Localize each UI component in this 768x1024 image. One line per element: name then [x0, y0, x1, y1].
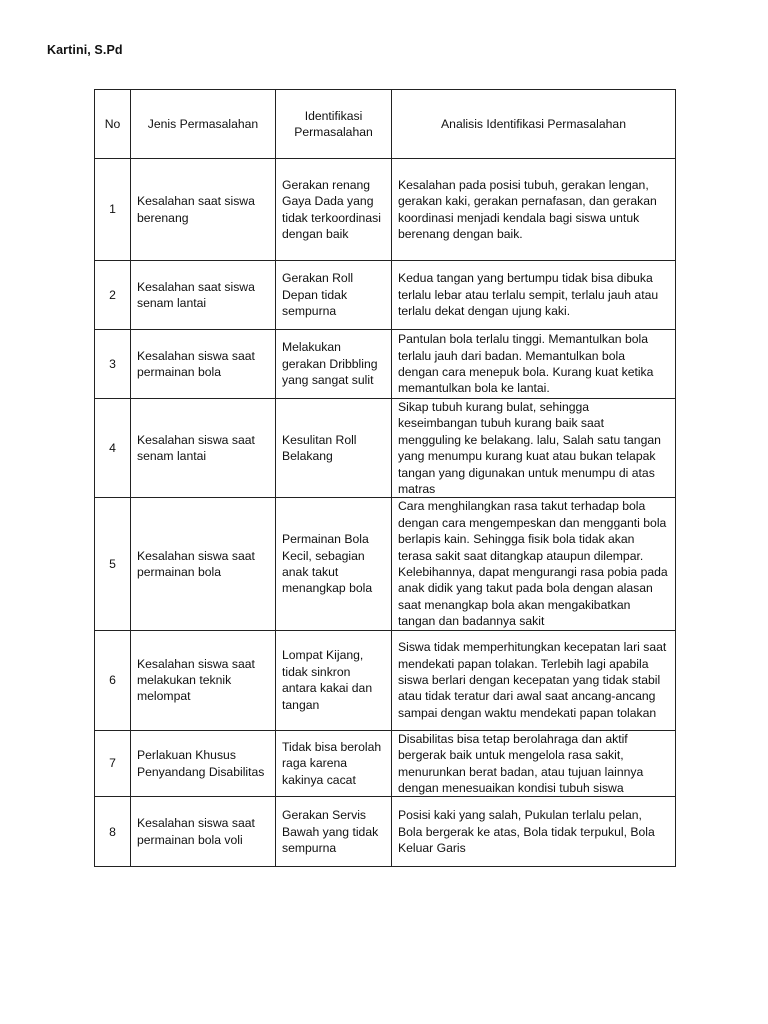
cell-jenis: Kesalahan saat siswa senam lantai	[131, 261, 276, 330]
table-row	[95, 730, 676, 797]
cell-identifikasi: Gerakan Servis Bawah yang tidak sempurna	[276, 797, 392, 867]
cell-identifikasi: Kesulitan Roll Belakang	[276, 399, 392, 498]
cell-identifikasi: Permainan Bola Kecil, sebagian anak takut menangkap bola	[276, 498, 392, 630]
cell-jenis: Kesalahan siswa saat permainan bola	[131, 330, 276, 399]
cell-analisis: Disabilitas bisa tetap berolahraga dan aktif bergerak baik untuk mengelola rasa sakit, menurunkan berat badan, atau tujuan lainnya dengan menesuaikan kondisi tubuh siswa	[392, 730, 676, 797]
cell-analisis: Sikap tubuh kurang bulat, sehingga keseimbangan tubuh kurang baik saat mengguling ke belakang. lalu, Salah satu tangan yang menumpu kurang kuat atau bukan telapak tangan yang digunakan untuk menumpu di atas matras	[392, 399, 676, 498]
cell-no: 4	[95, 399, 131, 498]
cell-no: 7	[95, 730, 131, 797]
cell-identifikasi: Gerakan renang Gaya Dada yang tidak terkoordinasi dengan baik	[276, 159, 392, 261]
header-row	[95, 90, 676, 159]
table-header	[95, 90, 676, 159]
problem-analysis-table	[94, 89, 676, 867]
header-analisis-identifikasi: Analisis Identifikasi Permasalahan	[392, 90, 676, 159]
author-name: Kartini, S.Pd	[47, 43, 123, 57]
cell-jenis: Kesalahan saat siswa berenang	[131, 159, 276, 261]
table-body	[95, 159, 676, 867]
table-row	[95, 399, 676, 498]
table-row	[95, 330, 676, 399]
cell-analisis: Cara menghilangkan rasa takut terhadap bola dengan cara mengempeskan dan mengganti bola berlapis kain. Sehingga fisik bola tidak akan terasa sakit saat ditangkap ataupun dilempar. Kelebihannya, dapat mengurangi rasa pobia pada anak didik yang takut pada bola dengan alasan saat menangkap bola akan mengakibatkan tangan dan badannya sakit	[392, 498, 676, 630]
header-jenis-permasalahan: Jenis Permasalahan	[131, 90, 276, 159]
cell-no: 1	[95, 159, 131, 261]
cell-identifikasi: Gerakan Roll Depan tidak sempurna	[276, 261, 392, 330]
table-row	[95, 159, 676, 261]
cell-jenis: Kesalahan siswa saat permainan bola voli	[131, 797, 276, 867]
cell-identifikasi: Lompat Kijang, tidak sinkron antara kakai dan tangan	[276, 630, 392, 730]
cell-identifikasi: Tidak bisa berolah raga karena kakinya cacat	[276, 730, 392, 797]
cell-analisis: Kesalahan pada posisi tubuh, gerakan lengan, gerakan kaki, gerakan pernafasan, dan gerakan koordinasi menjadi kendala bagi siswa untuk berenang dengan baik.	[392, 159, 676, 261]
cell-analisis: Pantulan bola terlalu tinggi. Memantulkan bola terlalu jauh dari badan. Memantulkan bola dengan cara menepuk bola. Kurang kuat ketika memantulkan bola ke lantai.	[392, 330, 676, 399]
cell-jenis: Kesalahan siswa saat senam lantai	[131, 399, 276, 498]
cell-jenis: Perlakuan Khusus Penyandang Disabilitas	[131, 730, 276, 797]
cell-jenis: Kesalahan siswa saat melakukan teknik melompat	[131, 630, 276, 730]
table-row	[95, 261, 676, 330]
cell-no: 2	[95, 261, 131, 330]
table-row	[95, 630, 676, 730]
cell-identifikasi: Melakukan gerakan Dribbling yang sangat sulit	[276, 330, 392, 399]
cell-no: 8	[95, 797, 131, 867]
cell-jenis: Kesalahan siswa saat permainan bola	[131, 498, 276, 630]
cell-analisis: Posisi kaki yang salah, Pukulan terlalu pelan, Bola bergerak ke atas, Bola tidak terpukul, Bola Keluar Garis	[392, 797, 676, 867]
header-no: No	[95, 90, 131, 159]
cell-no: 6	[95, 630, 131, 730]
cell-no: 3	[95, 330, 131, 399]
header-identifikasi-permasalahan: Identifikasi Permasalahan	[276, 90, 392, 159]
cell-analisis: Siswa tidak memperhitungkan kecepatan lari saat mendekati papan tolakan. Terlebih lagi apabila siswa berlari dengan kecepatan yang tidak stabil atau tidak teratur dari awal saat ancang-ancang sampai dengan waktu mendekati papan tolakan	[392, 630, 676, 730]
cell-analisis: Kedua tangan yang bertumpu tidak bisa dibuka terlalu lebar atau terlalu sempit, terlalu jauh atau terlalu dekat dengan ujung kaki.	[392, 261, 676, 330]
cell-no: 5	[95, 498, 131, 630]
table-row	[95, 498, 676, 630]
table-row	[95, 797, 676, 867]
